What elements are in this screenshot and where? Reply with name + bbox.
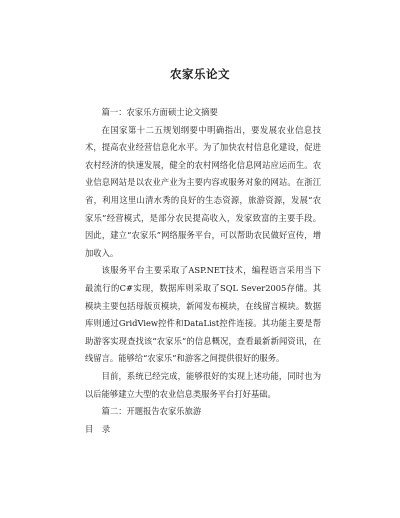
section-heading-1: 篇一：农家乐方面硕士论文摘要 [101, 107, 218, 117]
body-paragraph-2: 该服务平台主要采取了ASP.NET技术，编程语言采用当下最流行的C#实现，数据库则采取了SQL Sever2005存储。其模块主要包括母版页模块，新闻发布模块，在线留言模块。数据库则通过GridView控件和DataList控件连接。其功能主要是帮助游客实现查找该“农家乐”的信息概况，查看最新新闻资讯，在线留言。能够给“农家乐”和游客之间提供很好的服务。 [85, 265, 321, 364]
table-of-contents-heading: 目 录 [85, 423, 114, 434]
section-heading-2: 篇二：开题报告农家乐旅游 [101, 406, 202, 417]
document-body [85, 104, 321, 438]
body-paragraph-1: 在国家第十二五规划纲要中明确指出，要发展农业信息技术，提高农业经营信息化水平。为了加快农村信息化建设，促进农村经济的快速发展，健全的农村网络化信息网站应运而生。农业信息网站是以农业产业为主要内容或服务对象的网站。在浙江省，利用这里山清水秀的良好的生态资源，旅游资源，发展“农家乐”经营模式，是部分农民提高收入，发家致富的主要手段。因此，建立“农家乐”网络服务平台，可以帮助农民做好宣传，增加收入。 [85, 124, 321, 258]
document-title: 农家乐论文 [170, 67, 230, 81]
body-paragraph-3: 目前，系统已经完成，能够很好的实现上述功能，同时也为以后能够建立大型的农业信息类服务平台打好基础。 [85, 370, 321, 399]
